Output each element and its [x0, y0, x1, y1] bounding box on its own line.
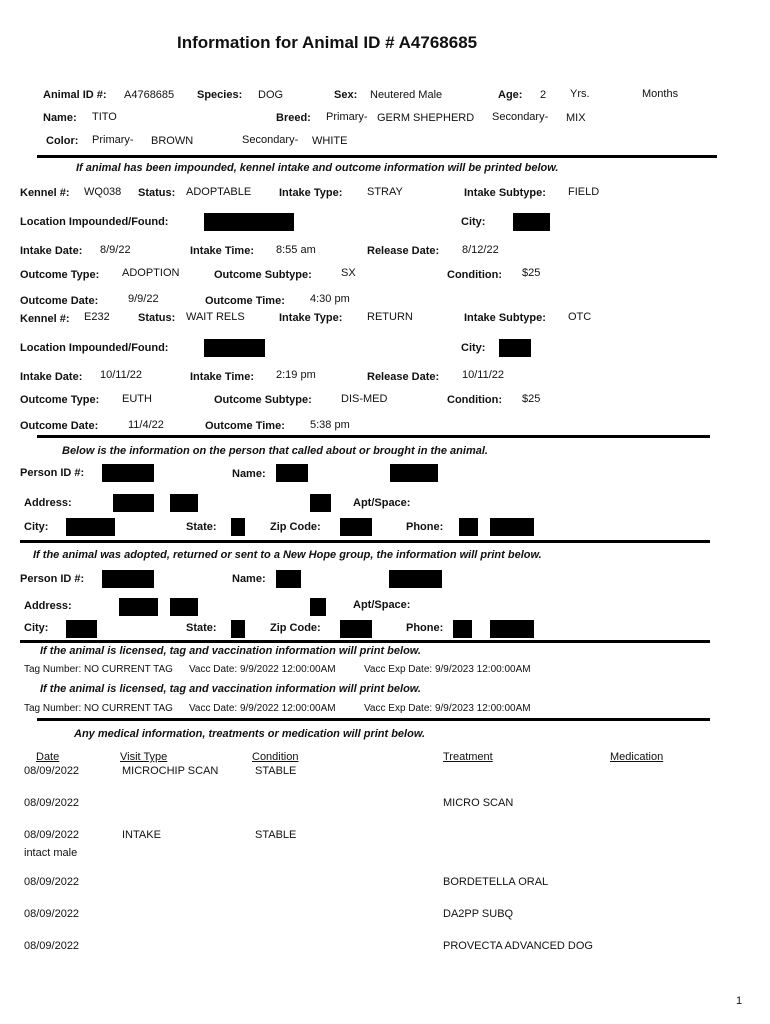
color-primary-value: BROWN [151, 135, 194, 147]
impound-header: If animal has been impounded, kennel intake and outcome information will be printed below. [76, 162, 559, 174]
tag-number: Tag Number: NO CURRENT TAG [24, 664, 173, 675]
page-number: 1 [736, 995, 743, 1007]
breed-label: Breed: [276, 112, 311, 124]
kennel-label: Kennel #: [20, 187, 70, 199]
vacc-exp-date: Vacc Exp Date: 9/9/2023 12:00:00AM [364, 703, 531, 714]
intake-type-label: Intake Type: [279, 312, 343, 324]
outcome-subtype-label: Outcome Subtype: [214, 269, 312, 281]
med-date: 08/09/2022 [24, 765, 80, 777]
person-section-header: Below is the information on the person that called about or brought in the animal. [62, 445, 488, 457]
med-treatment: DA2PP SUBQ [443, 908, 514, 920]
redacted-person-id [102, 570, 154, 588]
redacted-state [231, 620, 245, 638]
kennel-label: Kennel #: [20, 313, 70, 325]
med-condition: STABLE [255, 765, 297, 777]
status-label: Status: [138, 187, 176, 199]
redacted-address [310, 494, 331, 512]
condition-label: Condition: [447, 394, 502, 406]
tag-number: Tag Number: NO CURRENT TAG [24, 703, 173, 714]
name-label: Name: [43, 112, 77, 124]
animal-id-label: Animal ID #: [43, 89, 107, 101]
vacc-date: Vacc Date: 9/9/2022 12:00:00AM [189, 703, 336, 714]
redacted-state [231, 518, 245, 536]
intake-date-value: 8/9/22 [100, 244, 131, 256]
age-label: Age: [498, 89, 523, 101]
release-date-label: Release Date: [367, 245, 440, 257]
med-date: 08/09/2022 [24, 876, 80, 888]
color-secondary-value: WHITE [312, 135, 348, 147]
outcome-date-value: 11/4/22 [128, 419, 164, 431]
med-col-visit-type: Visit Type [120, 751, 168, 763]
redacted-address [170, 494, 198, 512]
outcome-time-value: 4:30 pm [310, 293, 350, 305]
outcome-type-value: EUTH [122, 393, 152, 405]
location-label: Location Impounded/Found: [20, 342, 169, 354]
intake-subtype-value: OTC [568, 311, 592, 323]
license-header: If the animal is licensed, tag and vaccination information will print below. [40, 683, 421, 695]
redacted-address [310, 598, 326, 616]
release-date-value: 8/12/22 [462, 244, 499, 256]
address-label: Address: [24, 497, 72, 509]
redacted-address [113, 494, 154, 512]
breed-secondary-value: MIX [566, 112, 586, 124]
outcome-type-value: ADOPTION [122, 267, 180, 279]
apt-label: Apt/Space: [353, 599, 411, 611]
sex-label: Sex: [334, 89, 358, 101]
redacted-city [66, 620, 97, 638]
name-value: TITO [92, 111, 117, 123]
person-id-label: Person ID #: [20, 467, 85, 479]
med-col-treatment: Treatment [443, 751, 493, 763]
color-primary-label: Primary- [92, 134, 134, 146]
breed-primary-value: GERM SHEPHERD [377, 112, 475, 124]
intake-date-label: Intake Date: [20, 245, 83, 257]
months-label: Months [642, 88, 679, 100]
outcome-time-value: 5:38 pm [310, 419, 350, 431]
intake-type-value: STRAY [367, 186, 403, 198]
intake-date-label: Intake Date: [20, 371, 83, 383]
medical-header: Any medical information, treatments or medication will print below. [74, 728, 426, 740]
outcome-type-label: Outcome Type: [20, 269, 100, 281]
med-treatment: MICRO SCAN [443, 797, 514, 809]
intake-subtype-value: FIELD [568, 186, 600, 198]
intake-time-label: Intake Time: [190, 371, 254, 383]
redacted-address [119, 598, 158, 616]
zip-label: Zip Code: [270, 521, 321, 533]
license-header: If the animal is licensed, tag and vaccination information will print below. [40, 645, 421, 657]
outcome-date-label: Outcome Date: [20, 420, 99, 432]
address-label: Address: [24, 600, 72, 612]
med-col-condition: Condition [252, 751, 299, 763]
city-label: City: [24, 521, 49, 533]
years-label: Yrs. [570, 88, 590, 100]
intake-time-label: Intake Time: [190, 245, 254, 257]
section-divider [37, 155, 717, 158]
person-id-label: Person ID #: [20, 573, 85, 585]
med-date: 08/09/2022 [24, 829, 80, 841]
species-label: Species: [197, 89, 243, 101]
redacted-name [389, 570, 442, 588]
city-label: City: [24, 622, 49, 634]
med-visit-type: INTAKE [122, 829, 161, 841]
redacted-phone [490, 620, 534, 638]
outcome-date-value: 9/9/22 [128, 293, 159, 305]
phone-label: Phone: [406, 622, 444, 634]
redacted-city [499, 339, 531, 357]
section-divider [20, 640, 710, 643]
med-condition: STABLE [255, 829, 297, 841]
redacted-phone [490, 518, 534, 536]
section-divider [37, 435, 710, 438]
redacted-zip [340, 518, 372, 536]
med-treatment: BORDETELLA ORAL [443, 876, 549, 888]
condition-value: $25 [522, 393, 541, 405]
redacted-location [204, 213, 294, 231]
section-divider [37, 718, 710, 721]
page-title: Information for Animal ID # A4768685 [177, 33, 478, 52]
breed-secondary-label: Secondary- [492, 111, 549, 123]
med-date: 08/09/2022 [24, 940, 80, 952]
color-label: Color: [46, 135, 79, 147]
redacted-name [390, 464, 438, 482]
vacc-date: Vacc Date: 9/9/2022 12:00:00AM [189, 664, 336, 675]
outcome-type-label: Outcome Type: [20, 394, 100, 406]
breed-primary-label: Primary- [326, 111, 368, 123]
condition-value: $25 [522, 267, 541, 279]
adopter-section-header: If the animal was adopted, returned or sent to a New Hope group, the information will print below. [33, 549, 542, 561]
redacted-zip [340, 620, 372, 638]
color-secondary-label: Secondary- [242, 134, 299, 146]
animal-id-value: A4768685 [124, 89, 175, 101]
redacted-person-id [102, 464, 154, 482]
outcome-subtype-value: SX [341, 267, 356, 279]
city-label: City: [461, 216, 486, 228]
med-note: intact male [24, 847, 78, 859]
outcome-time-label: Outcome Time: [205, 420, 285, 432]
release-date-value: 10/11/22 [462, 369, 505, 381]
outcome-subtype-label: Outcome Subtype: [214, 394, 312, 406]
kennel-value: E232 [84, 311, 110, 323]
redacted-name [276, 570, 301, 588]
outcome-date-label: Outcome Date: [20, 295, 99, 307]
age-value: 2 [540, 89, 547, 101]
intake-subtype-label: Intake Subtype: [464, 187, 546, 199]
redacted-phone [453, 620, 472, 638]
section-divider [20, 540, 710, 543]
redacted-address [170, 598, 198, 616]
outcome-time-label: Outcome Time: [205, 295, 285, 307]
intake-type-label: Intake Type: [279, 187, 343, 199]
med-col-medication: Medication [610, 751, 664, 763]
redacted-name [276, 464, 308, 482]
outcome-subtype-value: DIS-MED [341, 393, 388, 405]
state-label: State: [186, 622, 217, 634]
med-col-date: Date [36, 751, 60, 763]
phone-label: Phone: [406, 521, 444, 533]
species-value: DOG [258, 89, 284, 101]
redacted-location [204, 339, 265, 357]
intake-type-value: RETURN [367, 311, 413, 323]
med-date: 08/09/2022 [24, 797, 80, 809]
redacted-city [513, 213, 550, 231]
person-name-label: Name: [232, 468, 266, 480]
redacted-city [66, 518, 115, 536]
med-visit-type: MICROCHIP SCAN [122, 765, 219, 777]
med-date: 08/09/2022 [24, 908, 80, 920]
apt-label: Apt/Space: [353, 497, 411, 509]
release-date-label: Release Date: [367, 371, 440, 383]
kennel-value: WQ038 [84, 186, 122, 198]
status-value: ADOPTABLE [186, 186, 252, 198]
sex-value: Neutered Male [370, 89, 443, 101]
city-label: City: [461, 342, 486, 354]
intake-time-value: 2:19 pm [276, 369, 316, 381]
person-name-label: Name: [232, 573, 266, 585]
redacted-phone [459, 518, 478, 536]
intake-time-value: 8:55 am [276, 244, 316, 256]
intake-subtype-label: Intake Subtype: [464, 312, 546, 324]
status-label: Status: [138, 312, 176, 324]
zip-label: Zip Code: [270, 622, 321, 634]
state-label: State: [186, 521, 217, 533]
status-value: WAIT RELS [186, 311, 245, 323]
vacc-exp-date: Vacc Exp Date: 9/9/2023 12:00:00AM [364, 664, 531, 675]
condition-label: Condition: [447, 269, 502, 281]
location-label: Location Impounded/Found: [20, 216, 169, 228]
med-treatment: PROVECTA ADVANCED DOG [443, 940, 593, 952]
intake-date-value: 10/11/22 [100, 369, 143, 381]
